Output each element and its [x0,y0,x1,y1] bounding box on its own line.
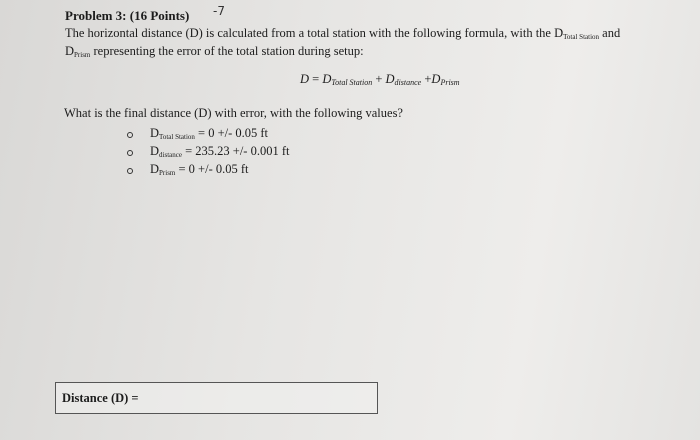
intro-line-2-text: representing the error of the total station during setup: [93,44,364,58]
formula-plus-1: + [375,72,383,86]
formula-lhs: D [300,72,310,86]
problem-title-text: Problem 3: (16 Points) [65,8,190,23]
formula-term-2: D [385,72,395,86]
intro-line-1-text: The horizontal distance (D) is calculated from a total station with the following formula, with the D [65,26,564,40]
bullet-icon [127,132,133,138]
score-mark: -7 [213,4,225,18]
value-sub: distance [159,151,182,159]
bullet-icon [127,150,133,156]
formula-term-1-sub: Total Station [331,78,373,87]
value-text: = 0 +/- 0.05 ft [178,162,249,176]
list-item [150,144,289,159]
intro-line-2 [65,44,364,59]
value-text: = 0 +/- 0.05 ft [198,126,269,140]
formula-term-1: D [322,72,332,86]
value-sub: Total Station [159,133,195,141]
list-item [150,126,268,141]
formula [300,72,460,87]
list-item [150,162,249,177]
intro-line-1-end: and [602,26,621,40]
bullet-icon [127,168,133,174]
formula-equals: = [312,72,320,86]
intro-line-1-subscript: Total Station [563,33,600,41]
value-sub: Prism [159,169,176,177]
formula-term-3: D [431,72,441,86]
value-text: = 235.23 +/- 0.001 ft [185,144,290,158]
formula-term-3-sub: Prism [440,78,460,87]
problem-title [65,8,189,24]
distance-answer-box[interactable] [55,382,378,414]
intro-line-2-d: D [65,44,75,58]
intro-line-2-subscript: Prism [74,51,91,59]
value-d: D [150,126,160,140]
distance-answer-label: Distance (D) = [62,391,139,405]
value-d: D [150,144,160,158]
intro-line-1 [65,26,620,41]
value-d: D [150,162,160,176]
question-text: What is the final distance (D) with error, with the following values? [64,106,403,120]
formula-plus-2: + [424,72,432,86]
formula-term-2-sub: distance [394,78,422,87]
